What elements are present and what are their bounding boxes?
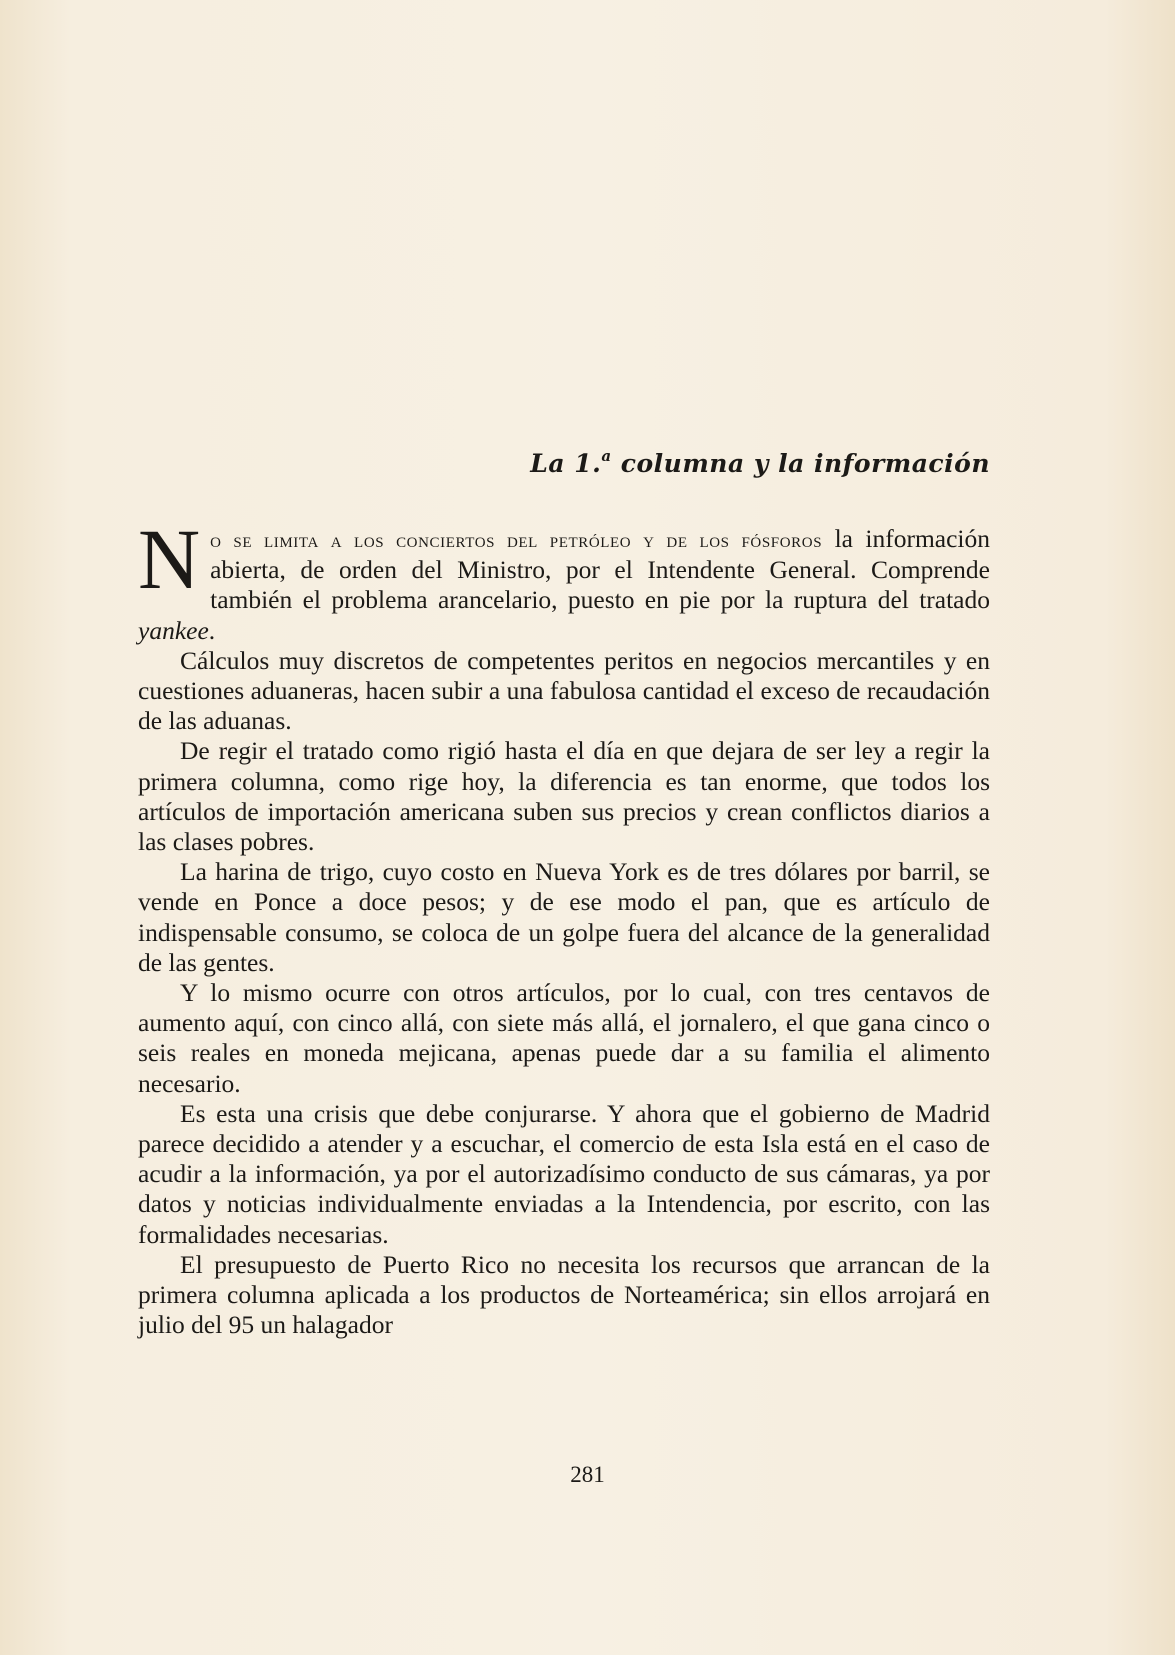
paragraph: El presupuesto de Puerto Rico no necesita los recursos que arrancan de la primera columna aplicada a los productos de Norteamérica; sin ellos arrojará en julio del 95 un halagador	[138, 1249, 990, 1340]
opening-paragraph	[138, 511, 990, 646]
paragraph: De regir el tratado como rigió hasta el día en que dejara de ser ley a regir la primera columna, como rige hoy, la diferencia es tan enorme, que todos los artículos de importación americana suben sus precios y crean conflictos diarios a las clases pobres.	[138, 736, 990, 857]
chapter-title-prefix: La 1.	[530, 448, 602, 478]
opening-smallcaps: o se limita a los conciertos del petróleo y de los fósforos	[210, 528, 823, 552]
paragraph: Cálculos muy discretos de competentes peritos en negocios mercantiles y en cuestiones aduaneras, hacen subir a una fabulosa cantidad el exceso de recaudación de las aduanas.	[138, 645, 990, 736]
opening-text: la información abierta, de orden del Ministro, por el Intendente General. Comprende también el problema arancelario, puesto en pie por la ruptura del tratado	[210, 524, 990, 615]
opening-italic: yankee	[138, 615, 209, 645]
opening-text-end: .	[208, 615, 216, 645]
page-number: 281	[570, 1462, 605, 1487]
chapter-title-rest: columna y la información	[611, 448, 990, 478]
body-text	[138, 511, 990, 1340]
paragraph: La harina de trigo, cuyo costo en Nueva York es de tres dólares por barril, se vende en Ponce a doce pesos; y de ese modo el pan, que es artículo de indispensable consumo, se coloca de un golpe fuera del alcance de la generalidad de las gentes.	[138, 857, 990, 977]
chapter-title	[138, 447, 990, 481]
drop-cap: N	[138, 511, 201, 607]
paragraph: Es esta una crisis que debe conjurarse. Y ahora que el gobierno de Madrid parece decidido a atender y a escuchar, el comercio de esta Isla está en el caso de acudir a la información, ya por el autorizadísimo conducto de sus cámaras, ya por datos y noticias individualmente enviadas a la Intendencia, por escrito, con las formalidades necesarias.	[138, 1098, 990, 1249]
paragraph: Y lo mismo ocurre con otros artículos, por lo cual, con tres centavos de aumento aquí, con cinco allá, con siete más allá, el jornalero, el que gana cinco o seis reales en moneda mejicana, apenas puede dar a su familia el alimento necesario.	[138, 978, 990, 1098]
chapter-title-superscript: a	[601, 446, 612, 465]
